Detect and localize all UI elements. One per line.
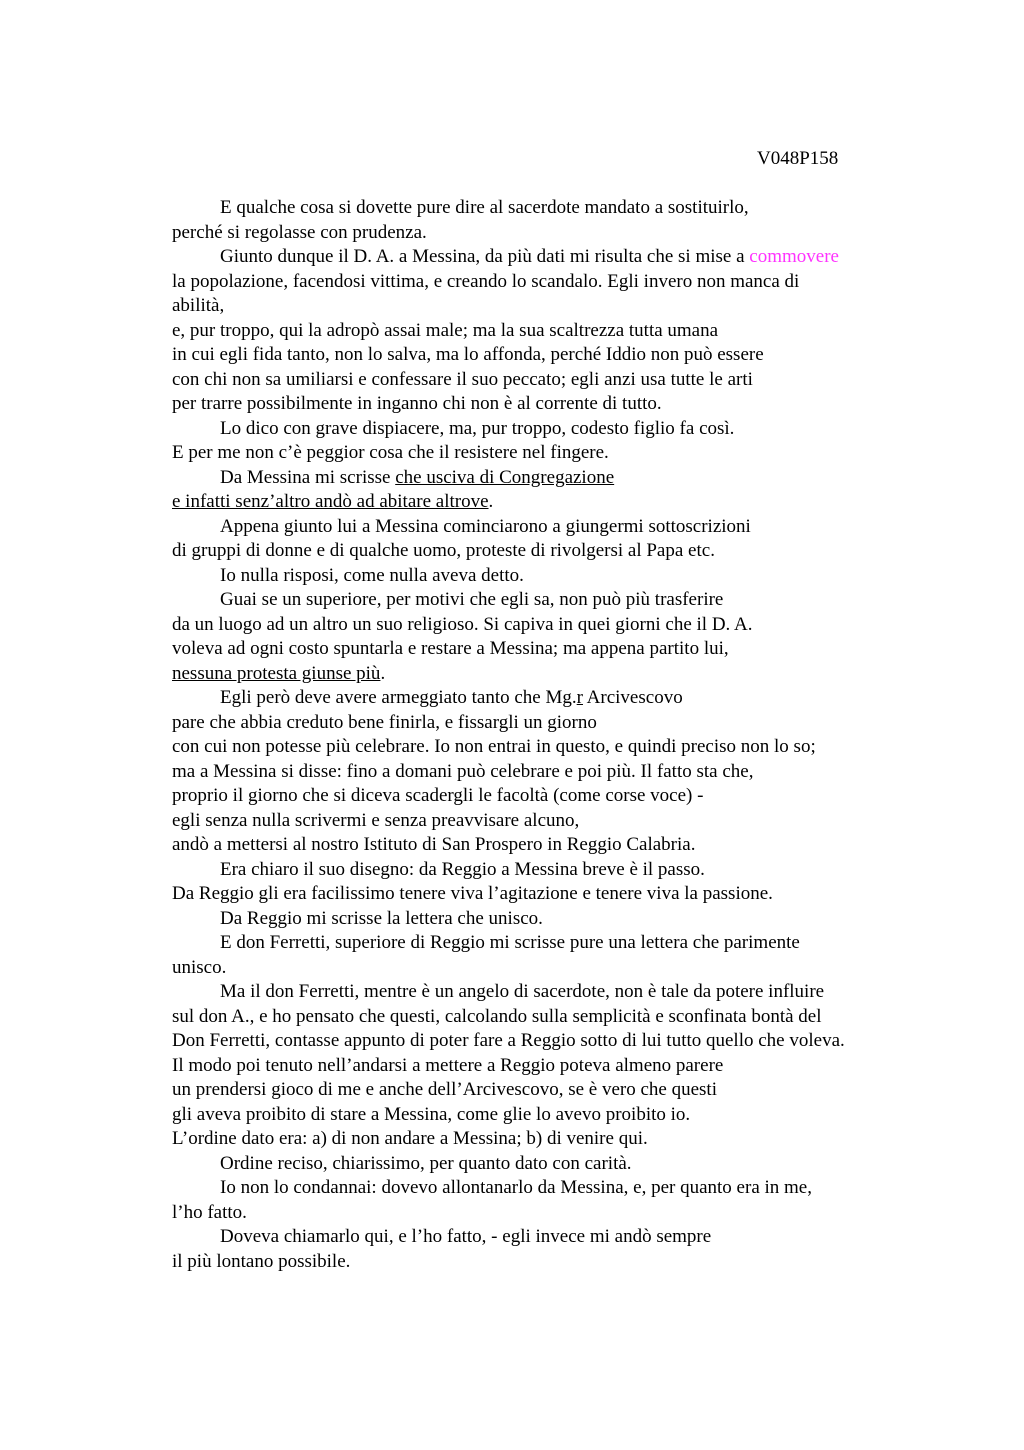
underlined-text: che usciva di Congregazione xyxy=(395,466,615,488)
underlined-text: nessuna protesta giunse più xyxy=(172,662,381,684)
text-segment: sul don A., e ho pensato che questi, calcolando sulla semplicità e sconfinata bontà del xyxy=(172,1005,822,1027)
text-segment: Lo dico con grave dispiacere, ma, pur troppo, codesto figlio fa così. xyxy=(220,417,735,439)
text-segment: L’ordine dato era: a) di non andare a Messina; b) di venire qui. xyxy=(172,1128,648,1149)
text-line xyxy=(172,784,932,809)
text-segment: gli aveva proibito di stare a Messina, come glie lo avevo proibito io. xyxy=(172,1103,691,1125)
text-segment: Guai se un superiore, per motivi che egli sa, non può più trasferire xyxy=(220,589,724,610)
text-line xyxy=(172,711,932,736)
text-line xyxy=(172,1250,932,1275)
text-segment: Giunto dunque il D. A. a Messina, da più dati mi risulta che si mise a xyxy=(220,246,750,267)
text-line xyxy=(172,441,932,466)
text-line xyxy=(172,1103,932,1128)
text-line xyxy=(172,1029,932,1054)
text-segment: proprio il giorno che si diceva scadergli le facoltà (come corse voce) - xyxy=(172,785,704,806)
text-line xyxy=(172,368,932,393)
text-line xyxy=(172,1225,932,1250)
text-line xyxy=(172,882,932,907)
text-segment: Ma il don Ferretti, mentre è un angelo di sacerdote, non è tale da potere influire xyxy=(220,981,825,1002)
text-segment: Doveva chiamarlo qui, e l’ho fatto, - egli invece mi andò sempre xyxy=(220,1226,712,1247)
text-segment: voleva ad ogni costo spuntarla e restare a Messina; ma appena partito lui, xyxy=(172,638,729,659)
text-line xyxy=(172,588,932,613)
text-line xyxy=(172,270,932,295)
text-segment: andò a mettersi al nostro Istituto di San Prospero in Reggio Calabria. xyxy=(172,834,696,855)
underlined-text: e infatti senz’altro andò ad abitare altrove xyxy=(172,491,489,512)
text-line xyxy=(172,907,932,932)
text-line xyxy=(172,637,932,662)
text-segment: Era chiaro il suo disegno: da Reggio a Messina breve è il passo. xyxy=(220,858,705,880)
text-line xyxy=(172,245,932,270)
text-segment: Arcivescovo xyxy=(582,687,683,708)
text-line xyxy=(172,1054,932,1079)
text-line xyxy=(172,662,932,687)
text-line xyxy=(172,466,932,491)
text-line xyxy=(172,735,932,760)
text-segment: abilità, xyxy=(172,295,225,316)
text-line xyxy=(172,343,932,368)
text-segment: egli senza nulla scrivermi e senza preavvisare alcuno, xyxy=(172,809,580,831)
text-line xyxy=(172,956,932,981)
text-segment: da un luogo ad un altro un suo religioso. Si capiva in quei giorni che il D. A. xyxy=(172,613,753,635)
text-line xyxy=(172,1078,932,1103)
text-segment: con chi non sa umiliarsi e confessare il suo peccato; egli anzi usa tutte le arti xyxy=(172,368,753,390)
text-segment: Da Reggio mi scrisse la lettera che unisco. xyxy=(220,907,543,929)
text-line xyxy=(172,931,932,956)
text-segment: Appena giunto lui a Messina cominciarono a giungermi sottoscrizioni xyxy=(220,515,751,537)
text-line xyxy=(172,392,932,417)
text-segment: Egli però deve avere armeggiato tanto che Mg. xyxy=(220,687,577,708)
text-line xyxy=(172,196,932,221)
text-segment: Io non lo condannai: dovevo allontanarlo da Messina, e, per quanto era in me, xyxy=(220,1177,812,1198)
text-line xyxy=(172,564,932,589)
text-line xyxy=(172,1176,932,1201)
text-segment: . xyxy=(488,491,494,512)
text-segment: Io nulla risposi, come nulla aveva detto. xyxy=(220,564,524,586)
text-segment: e, pur troppo, qui la adropò assai male; ma la sua scaltrezza tutta umana xyxy=(172,319,719,341)
page-identifier: V048P158 xyxy=(757,148,839,169)
text-line xyxy=(172,1005,932,1030)
text-line xyxy=(172,319,932,344)
text-segment: perché si regolasse con prudenza. xyxy=(172,221,427,243)
highlighted-word: commovere xyxy=(749,246,839,267)
text-line xyxy=(172,515,932,540)
text-segment: in cui egli fida tanto, non lo salva, ma lo affonda, perché Iddio non può essere xyxy=(172,344,764,365)
text-line xyxy=(172,1152,932,1177)
text-line xyxy=(172,858,932,883)
text-segment: per trarre possibilmente in inganno chi non è al corrente di tutto. xyxy=(172,393,662,414)
text-segment: unisco. xyxy=(172,956,227,978)
text-line xyxy=(172,417,932,442)
text-segment: il più lontano possibile. xyxy=(172,1250,351,1272)
text-segment: . xyxy=(380,662,386,684)
text-line xyxy=(172,809,932,834)
text-line xyxy=(172,490,932,515)
letter-body xyxy=(172,196,932,1274)
text-segment: Da Messina mi scrisse xyxy=(220,466,396,488)
text-segment: con cui non potesse più celebrare. Io non entrai in questo, e quindi preciso non lo so; xyxy=(172,736,816,757)
text-line xyxy=(172,1127,932,1152)
text-segment: E don Ferretti, superiore di Reggio mi scrisse pure una lettera che parimente xyxy=(220,932,800,953)
text-segment: un prendersi gioco di me e anche dell’Arcivescovo, se è vero che questi xyxy=(172,1079,717,1100)
text-segment: Don Ferretti, contasse appunto di poter fare a Reggio sotto di lui tutto quello che voleva. xyxy=(172,1030,845,1051)
text-segment: ma a Messina si disse: fino a domani può celebrare e poi più. Il fatto sta che, xyxy=(172,760,754,782)
text-segment: di gruppi di donne e di qualche uomo, proteste di rivolgersi al Papa etc. xyxy=(172,540,715,561)
text-segment: Ordine reciso, chiarissimo, per quanto dato con carità. xyxy=(220,1152,632,1174)
text-line xyxy=(172,613,932,638)
text-segment: E per me non c’è peggior cosa che il resistere nel fingere. xyxy=(172,442,609,463)
text-segment: E qualche cosa si dovette pure dire al sacerdote mandato a sostituirlo, xyxy=(220,197,749,218)
text-line xyxy=(172,221,932,246)
text-segment: Il modo poi tenuto nell’andarsi a mettere a Reggio poteva almeno parere xyxy=(172,1054,724,1076)
text-segment: l’ho fatto. xyxy=(172,1201,247,1223)
text-line xyxy=(172,1201,932,1226)
underlined-text: r xyxy=(576,687,583,708)
text-line xyxy=(172,539,932,564)
text-line xyxy=(172,686,932,711)
text-line xyxy=(172,980,932,1005)
text-segment: Da Reggio gli era facilissimo tenere viva l’agitazione e tenere viva la passione. xyxy=(172,883,773,904)
text-segment: la popolazione, facendosi vittima, e creando lo scandalo. Egli invero non manca di xyxy=(172,270,800,292)
text-line xyxy=(172,833,932,858)
text-line xyxy=(172,294,932,319)
text-line xyxy=(172,760,932,785)
text-segment: pare che abbia creduto bene finirla, e fissargli un giorno xyxy=(172,711,597,733)
